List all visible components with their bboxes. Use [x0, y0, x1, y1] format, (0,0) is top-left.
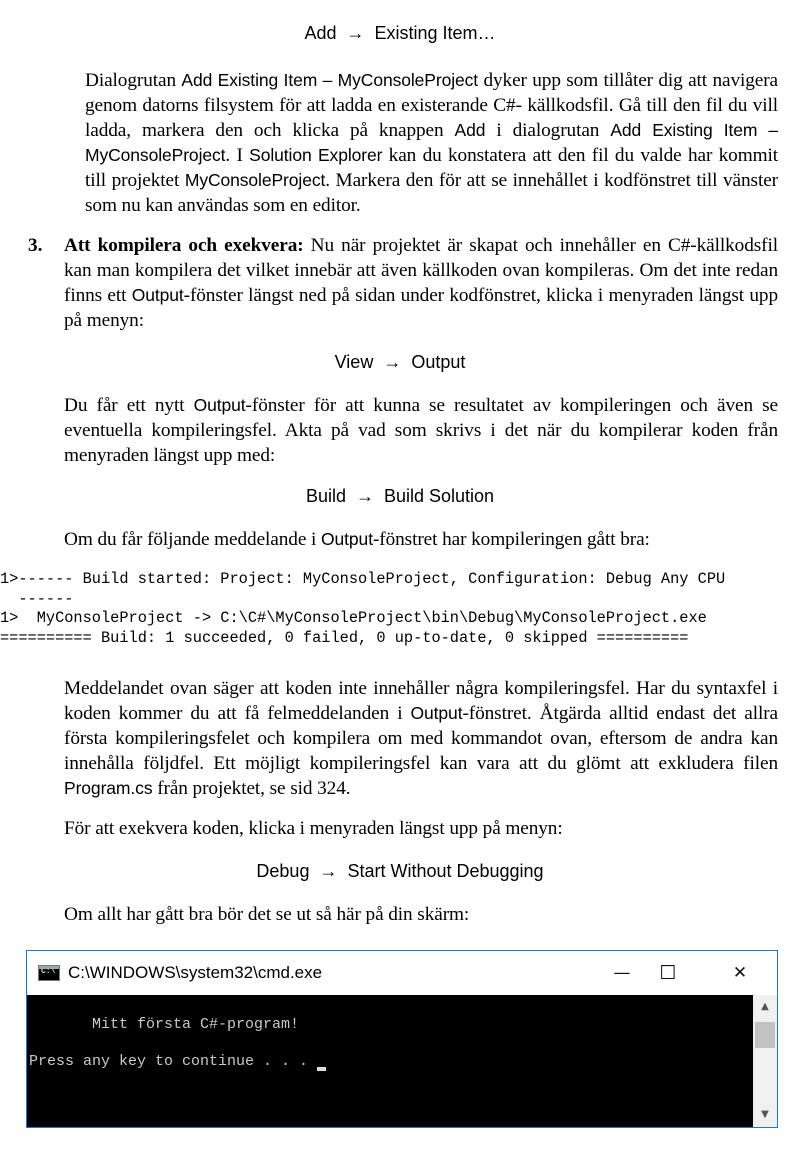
menu-path-view-output: [0, 351, 800, 373]
minimize-button[interactable]: —: [613, 963, 631, 983]
ui-term: Output: [321, 529, 373, 549]
arrow-right-icon: →: [319, 861, 338, 881]
console-title: C:\WINDOWS\system32\cmd.exe: [68, 963, 323, 982]
menu-item-debug: Debug: [256, 861, 310, 881]
menu-item-output: Output: [411, 352, 466, 372]
paragraph-screen: Om allt har gått bra bör det se ut så här på din skärm:: [64, 904, 470, 925]
menu-path-add-existing: [0, 22, 800, 44]
menu-path-debug-start: [0, 860, 800, 882]
text-cursor: [317, 1067, 326, 1071]
text: -fönstret. Åtgärda alltid endast det allra första kompileringsfelet och kompilera om med kommandot ovan, eftersom de andra kan innehålla följdfel. Ett möjligt kompileringsfel kan vara att du glömt att exkludera filen: [64, 703, 778, 774]
menu-item-build-solution: Build Solution: [383, 486, 495, 506]
text: -fönster för att kunna se resultatet av kompileringen och även se eventuella kompileringsfel. Akta på vad som skrivs i det när du kompilerar koden från menyraden längst upp med:: [64, 395, 778, 466]
section-number: 3.: [28, 235, 43, 256]
paragraph-build-message: [64, 527, 778, 552]
menu-path-build-solution: [0, 485, 800, 507]
menu-item-existing-item: Existing Item…: [374, 23, 496, 43]
paragraph-add-existing: [85, 68, 778, 218]
arrow-right-icon: →: [355, 486, 374, 506]
text: -fönstret har kompileringen gått bra:: [372, 529, 650, 550]
build-output-code: [0, 570, 800, 648]
console-window[interactable]: [26, 950, 778, 1128]
maximize-button[interactable]: ☐: [659, 962, 677, 984]
text: kan du konstatera att den fil du valde har kommit till projektet: [85, 145, 779, 191]
text: Nu när projektet är skapat och innehåller en C#-källkodsfil kan man kompilera det vilket innebär att även källkoden ovan kompileras. Om det inte redan finns ett: [64, 235, 778, 306]
scrollbar[interactable]: [753, 995, 777, 1127]
console-titlebar[interactable]: [27, 951, 777, 995]
text: från projektet, se sid 324.: [152, 778, 351, 799]
code-line: ========== Build: 1 succeeded, 0 failed, 0 up-to-date, 0 skipped ==========: [0, 628, 689, 647]
menu-item-add: Add: [304, 23, 337, 43]
text: Meddelandet ovan säger att koden inte innehåller några kompileringsfel. Har du syntaxfel i koden kommer du att få felmeddelanden i: [64, 678, 778, 724]
console-screen[interactable]: [27, 995, 753, 1127]
arrow-right-icon: →: [383, 352, 402, 372]
section-heading: Att kompilera och exekvera:: [64, 235, 304, 256]
console-line: Mitt första C#-program!: [29, 1016, 300, 1033]
ui-term: MyConsoleProject: [184, 170, 326, 190]
ui-term: Add Existing Item – MyConsoleProject: [181, 70, 479, 90]
text: . I: [225, 145, 250, 166]
code-line: ------: [0, 589, 74, 608]
text: i dialogrutan: [485, 120, 611, 141]
text: Om du får följande meddelande i: [64, 529, 322, 550]
menu-item-build: Build: [305, 486, 346, 506]
scroll-thumb[interactable]: [755, 1022, 775, 1048]
menu-item-start-without-debugging: Start Without Debugging: [347, 861, 544, 881]
ui-term: Output: [410, 703, 463, 723]
scroll-down-icon[interactable]: ▼: [761, 1109, 769, 1120]
text: -fönster längst ned på sidan under kodfönstret, klicka i menyraden längst upp på menyn:: [64, 285, 778, 331]
text: . Markera den för att se innehållet i kodfönstret till vänster som nu kan användas som en editor.: [85, 170, 778, 216]
ui-term: Program.cs: [64, 778, 153, 798]
arrow-right-icon: →: [346, 23, 365, 43]
ui-term: Solution Explorer: [249, 145, 383, 165]
cmd-icon: [38, 965, 60, 981]
scroll-up-icon[interactable]: ▲: [761, 1001, 769, 1012]
paragraph-section-3: [64, 233, 778, 333]
ui-term: Output: [193, 395, 246, 415]
paragraph-compile-errors: [64, 676, 778, 801]
code-line: 1> MyConsoleProject -> C:\C#\MyConsoleProject\bin\Debug\MyConsoleProject.exe: [0, 609, 707, 627]
text: Du får ett nytt: [64, 395, 194, 416]
menu-item-view: View: [334, 352, 374, 372]
console-line: Press any key to continue . . .: [29, 1053, 309, 1070]
ui-term: Add Existing Item – MyConsoleProject: [85, 120, 778, 165]
paragraph-execute: För att exekvera koden, klicka i menyraden längst upp på menyn:: [64, 818, 563, 839]
text: dyker upp som tillåter dig att navigera genom datorns filsystem för att ladda en existerande C#- källkodsfil. Gå till den fil du vill ladda, markera den och klicka på knappen: [85, 70, 779, 141]
ui-term: Output: [131, 285, 184, 305]
code-line: 1>------ Build started: Project: MyConsoleProject, Configuration: Debug Any CPU: [0, 570, 726, 588]
text: Dialogrutan: [85, 70, 182, 91]
paragraph-output-window: [64, 393, 778, 468]
close-button[interactable]: ✕: [732, 963, 748, 983]
ui-term: Add: [454, 120, 486, 140]
